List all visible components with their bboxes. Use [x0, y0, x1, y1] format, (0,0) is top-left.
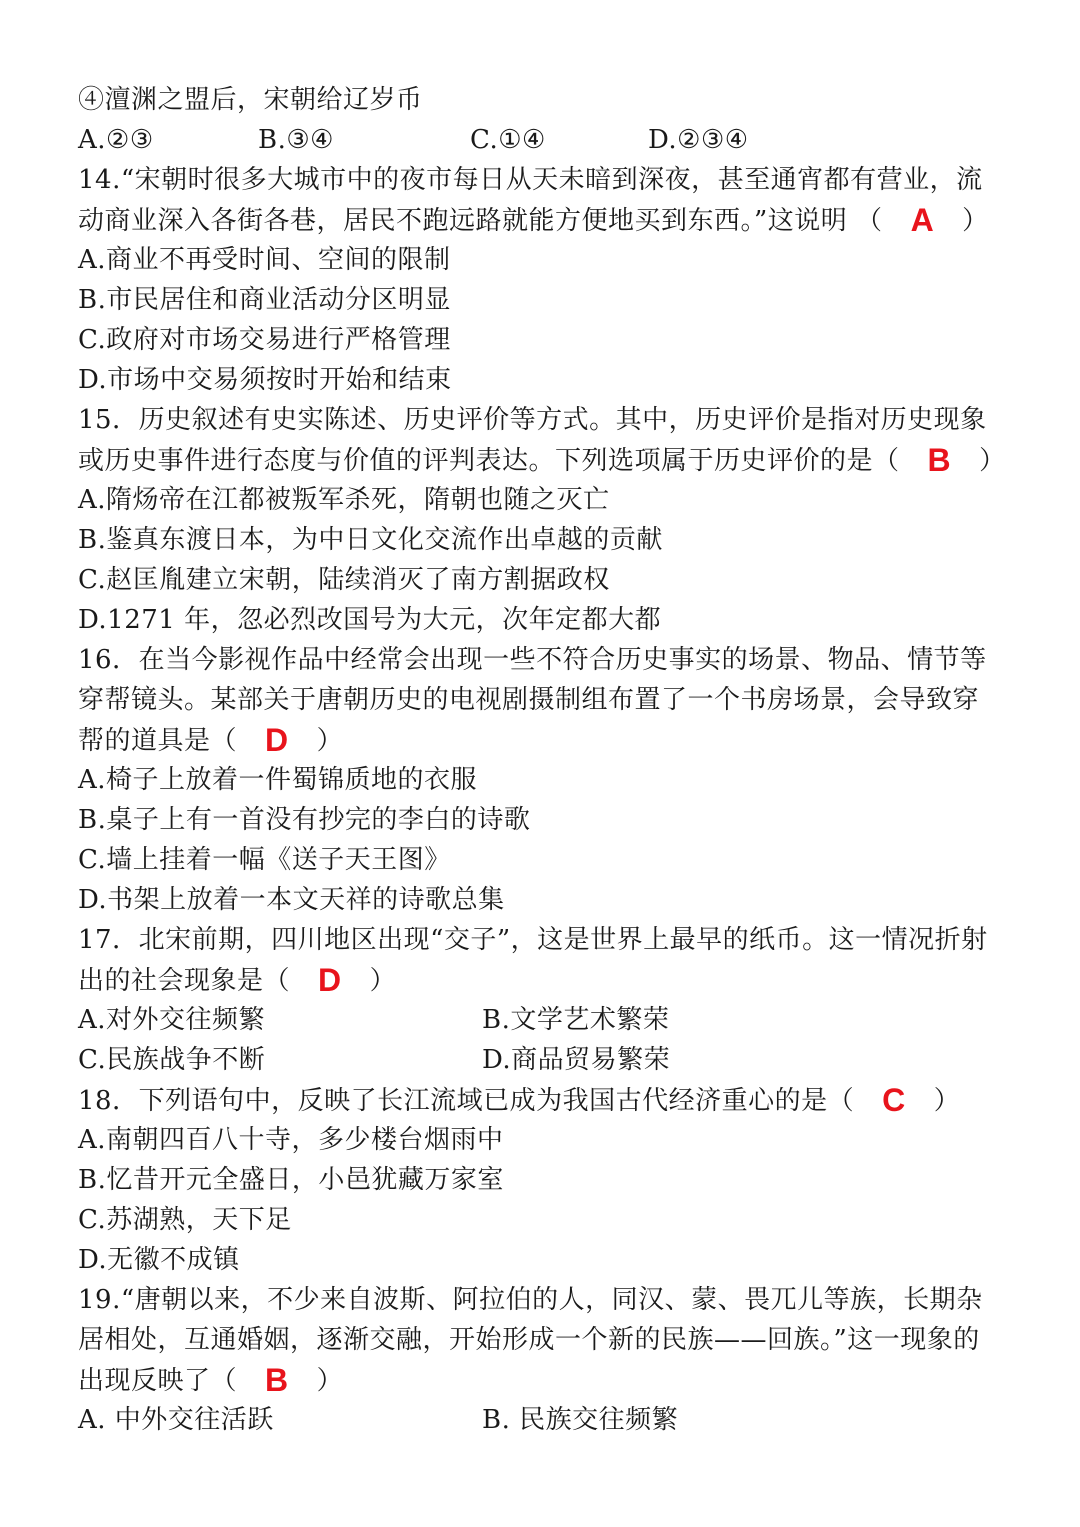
q16-stem-text: 帮的道具是（ — [78, 726, 238, 756]
q18-stem-text: 18．下列语句中，反映了长江流域已成为我国古代经济重心的是（ — [78, 1086, 855, 1116]
q19-paren-close: ） — [316, 1366, 344, 1396]
q18-option-a: A.南朝四百八十寺，多少楼台烟雨中 — [78, 1125, 504, 1155]
q18-option-b: B.忆昔开元全盛日，小邑犹藏万家室 — [78, 1165, 504, 1195]
q17-option-c: C.民族战争不断 — [78, 1045, 266, 1075]
q17-stem-line1: 17．北宋前期，四川地区出现“交子”，这是世界上最早的纸币。这一情况折射 — [78, 925, 988, 955]
q15-option-d: D.1271 年，忽必烈改国号为大元，次年定都大都 — [78, 605, 662, 635]
q17-option-d: D.商品贸易繁荣 — [482, 1045, 671, 1075]
q18-option-c: C.苏湖熟，天下足 — [78, 1205, 292, 1235]
q18-answer: C — [882, 1082, 906, 1118]
q15-option-b: B.鉴真东渡日本，为中日文化交流作出卓越的贡献 — [78, 525, 663, 555]
q15-stem-text: 或历史事件进行态度与价值的评判表达。下列选项属于历史评价的是（ — [78, 446, 900, 476]
q17-paren-close: ） — [369, 966, 397, 996]
q14-stem-line1: 14.“宋朝时很多大城市中的夜市每日从天未暗到深夜，甚至通宵都有营业，流 — [78, 165, 983, 195]
q17-option-b: B.文学艺术繁荣 — [482, 1005, 670, 1035]
q15-stem-line1: 15．历史叙述有史实陈述、历史评价等方式。其中，历史评价是指对历史现象 — [78, 405, 987, 435]
q19-stem-line2: 居相处，互通婚姻，逐渐交融，开始形成一个新的民族——回族。”这一现象的 — [78, 1325, 980, 1355]
q19-option-a: A. 中外交往活跃 — [78, 1405, 274, 1435]
q14-option-d: D.市场中交易须按时开始和结束 — [78, 365, 452, 395]
q15-paren-close: ） — [979, 446, 1006, 476]
q14-answer: A — [910, 202, 935, 238]
q16-option-a: A.椅子上放着一件蜀锦质地的衣服 — [78, 765, 478, 795]
q14-stem-text: 动商业深入各街各巷，居民不跑远路就能方便地买到东西。”这说明 （ — [78, 206, 883, 236]
q14-option-a: A.商业不再受时间、空间的限制 — [78, 245, 451, 275]
q16-answer: D — [265, 722, 289, 758]
q19-stem-line3 — [78, 1360, 343, 1400]
q16-option-c: C.墙上挂着一幅《送子天王图》 — [78, 845, 451, 875]
q18-option-d: D.无徽不成镇 — [78, 1245, 240, 1275]
q19-stem-line1: 19.“唐朝以来，不少来自波斯、阿拉伯的人，同汉、蒙、畏兀儿等族，长期杂 — [78, 1285, 983, 1315]
q16-stem-line1: 16．在当今影视作品中经常会出现一些不符合历史事实的场景、物品、情节等 — [78, 645, 987, 675]
q17-option-a: A.对外交往频繁 — [78, 1005, 266, 1035]
option-b: B.③④ — [258, 125, 334, 155]
q15-option-a: A.隋炀帝在江都被叛军杀死，隋朝也随之灭亡 — [78, 485, 610, 515]
carryover-item-4: ④澶渊之盟后，宋朝给辽岁币 — [78, 85, 423, 115]
q16-stem-line2: 穿帮镜头。某部关于唐朝历史的电视剧摄制组布置了一个书房场景，会导致穿 — [78, 685, 980, 715]
option-a: A.②③ — [78, 125, 154, 155]
q17-stem-text: 出的社会现象是（ — [78, 966, 291, 996]
q15-stem-line2 — [78, 440, 1006, 480]
option-c: C.①④ — [470, 125, 546, 155]
q19-stem-text: 出现反映了（ — [78, 1366, 238, 1396]
q16-stem-line3 — [78, 720, 343, 760]
q17-stem-line2 — [78, 960, 396, 1000]
q14-stem-line2 — [78, 200, 989, 240]
q19-option-b: B. 民族交往频繁 — [482, 1405, 679, 1435]
option-d: D.②③④ — [648, 125, 749, 155]
q16-paren-close: ） — [316, 726, 344, 756]
q14-paren-close: ） — [962, 206, 989, 236]
q15-answer: B — [927, 442, 952, 478]
q19-answer: B — [265, 1362, 289, 1398]
q15-option-c: C.赵匡胤建立宋朝，陆续消灭了南方割据政权 — [78, 565, 610, 595]
q16-option-d: D.书架上放着一本文天祥的诗歌总集 — [78, 885, 505, 915]
q16-option-b: B.桌子上有一首没有抄完的李白的诗歌 — [78, 805, 531, 835]
q18-paren-close: ） — [933, 1086, 961, 1116]
q18-stem-line1 — [78, 1080, 960, 1120]
q14-option-c: C.政府对市场交易进行严格管理 — [78, 325, 451, 355]
q14-option-b: B.市民居住和商业活动分区明显 — [78, 285, 451, 315]
q17-answer: D — [318, 962, 342, 998]
